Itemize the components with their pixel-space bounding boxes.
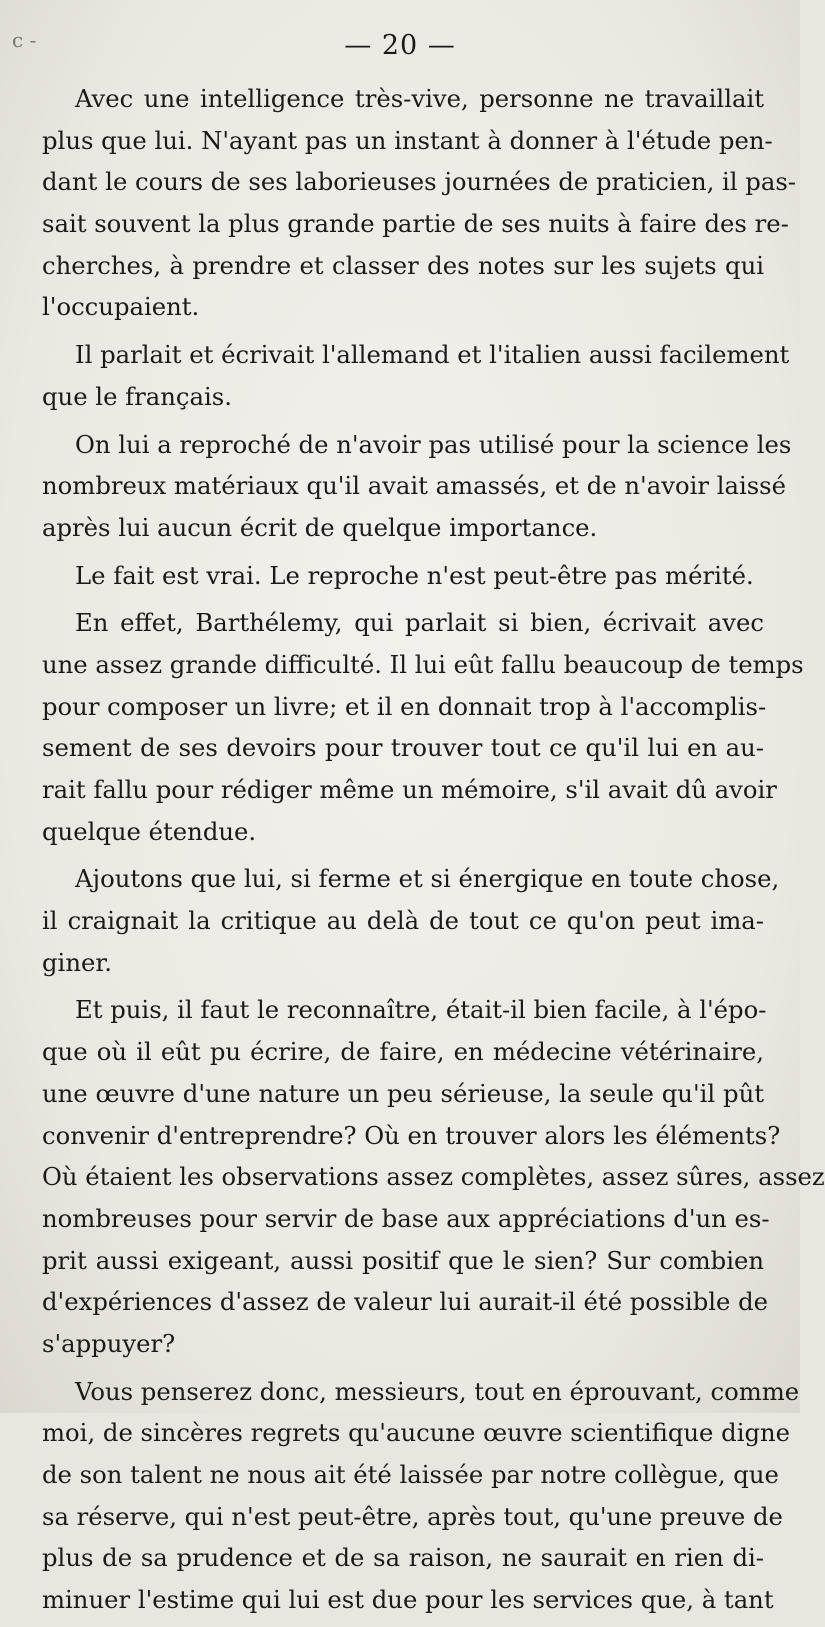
text-line: s'appuyer? xyxy=(42,1328,176,1358)
text-line: après lui aucun écrit de quelque importance. xyxy=(42,512,598,542)
text-line: sement de ses devoirs pour trouver tout ce qu'il lui en au- xyxy=(42,733,764,763)
text-line: une assez grande difficulté. Il lui eût fallu beaucoup de temps xyxy=(42,649,804,679)
text-line: il craignait la critique au delà de tout ce qu'on peut ima- xyxy=(42,906,764,936)
text-line: d'expériences d'assez de valeur lui aurait-il été possible de xyxy=(42,1287,769,1317)
text-line: convenir d'entreprendre? Où en trouver alors les éléments? xyxy=(42,1120,781,1150)
text-line: moi, de sincères regrets qu'aucune œuvre scientifique digne xyxy=(42,1418,791,1448)
text-line: cherches, à prendre et classer des notes sur les sujets qui xyxy=(42,250,764,280)
text-line: Où étaient les observations assez complètes, assez sûres, assez xyxy=(42,1162,825,1192)
paragraph xyxy=(42,858,780,983)
margin-mark: c - xyxy=(12,28,37,52)
paragraph xyxy=(42,78,797,328)
text-line: quelque étendue. xyxy=(42,816,257,846)
text-line: de son talent ne nous ait été laissée par notre collègue, que xyxy=(42,1460,779,1489)
paragraph xyxy=(42,555,764,597)
text-line: Il parlait et écrivait l'allemand et l'italien aussi facilement xyxy=(75,340,790,370)
paragraph xyxy=(42,334,790,417)
text-line: On lui a reproché de n'avoir pas utilisé pour la science les xyxy=(75,429,792,459)
text-line: Et puis, il faut le reconnaître, était-il bien facile, à l'épo- xyxy=(75,995,767,1025)
text-line: nombreux matériaux qu'il avait amassés, et de n'avoir laissé xyxy=(42,471,787,501)
text-line: l'occupaient. xyxy=(42,292,200,322)
page-number: — 20 — xyxy=(344,30,456,61)
text-line: que le français. xyxy=(42,381,232,411)
paragraph xyxy=(42,424,792,549)
text-line: Le fait est vrai. Le reproche n'est peut-être pas mérité. xyxy=(75,560,754,590)
text-line: nombreuses pour servir de base aux appréciations d'un es- xyxy=(42,1203,770,1233)
paragraph xyxy=(42,1371,800,1621)
text-line: minuer l'estime qui lui est due pour les services que, à tant xyxy=(42,1585,774,1615)
text-line: pour composer un livre; et il en donnait trop à l'accomplis- xyxy=(42,691,767,721)
text-line: Vous penserez donc, messieurs, tout en éprouvant, comme xyxy=(75,1376,800,1406)
text-line: En effet, Barthélemy, qui parlait si bien, écrivait avec xyxy=(75,608,764,638)
text-line: plus de sa prudence et de sa raison, ne saurait en rien di- xyxy=(42,1543,764,1573)
body-text xyxy=(42,78,825,1627)
text-line: sa réserve, qui n'est peut-être, après tout, qu'une preuve de xyxy=(42,1501,783,1531)
text-line: plus que lui. N'ayant pas un instant à donner à l'étude pen- xyxy=(42,125,773,155)
text-line: prit aussi exigeant, aussi positif que le sien? Sur combien xyxy=(42,1245,764,1275)
paragraph xyxy=(42,989,825,1364)
paragraph xyxy=(42,602,804,852)
text-line: sait souvent la plus grande partie de ses nuits à faire des re- xyxy=(42,209,789,239)
text-line: dant le cours de ses laborieuses journées de praticien, il pas- xyxy=(42,167,797,197)
text-line: giner. xyxy=(42,947,113,977)
text-line: Avec une intelligence très-vive, personne ne travaillait xyxy=(75,84,764,113)
text-line: rait fallu pour rédiger même un mémoire, s'il avait dû avoir xyxy=(42,775,777,804)
text-line: une œuvre d'une nature un peu sérieuse, la seule qu'il pût xyxy=(42,1078,764,1108)
text-line: que où il eût pu écrire, de faire, en médecine vétérinaire, xyxy=(42,1037,764,1067)
text-line: Ajoutons que lui, si ferme et si énergique en toute chose, xyxy=(75,864,780,894)
